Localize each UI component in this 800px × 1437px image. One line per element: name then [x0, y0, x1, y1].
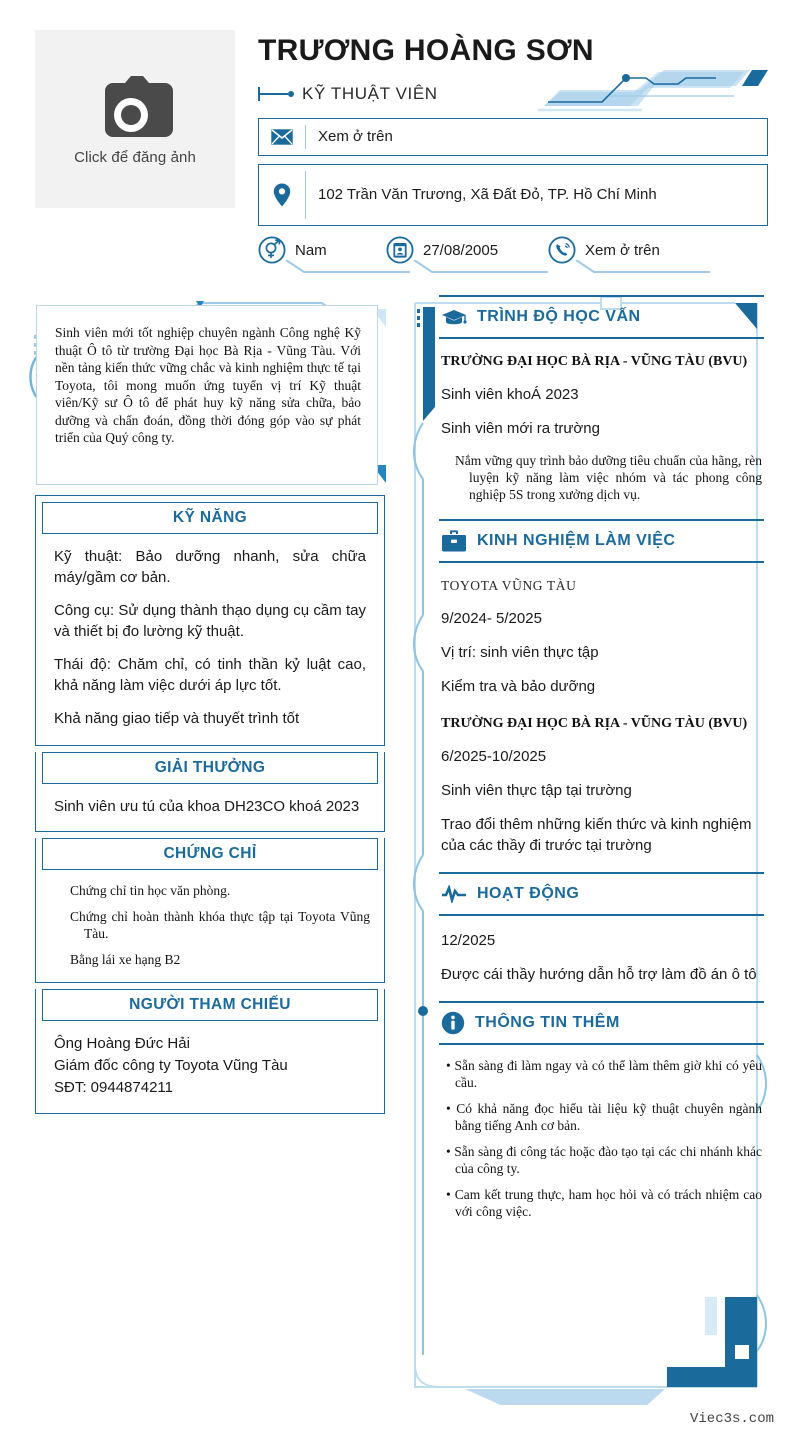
experience-title: KINH NGHIỆM LÀM VIỆC — [477, 532, 676, 549]
job-title: KỸ THUẬT VIÊN — [302, 84, 438, 103]
experience-org: TOYOTA VŨNG TÀU — [441, 578, 577, 593]
title-dash-icon — [258, 87, 294, 101]
summary-text: Sinh viên mới tốt nghiệp chuyên ngành Công nghệ Kỹ thuật Ô tô từ trường Đại học Bà Rịa - Vũng Tàu. Với nền tảng kiến thức vững chắc và kinh nghiệm thực tế tại Toyota, tôi mong muốn ứng tuyển vị trí Kỹ thuật viên/Kỹ sư Ô tô để phát huy kỹ năng sửa chữa, bảo dưỡng và chẩn đoán, đồng thời đóng góp vào sự phát triển của Quý công ty. — [55, 325, 361, 445]
header-decoration-graphic — [530, 68, 775, 114]
activities-header — [439, 872, 764, 916]
additional-info-body — [427, 1045, 778, 1236]
references-section — [35, 989, 385, 1114]
birthdate-value: 27/08/2005 — [423, 241, 499, 259]
activities-body — [427, 916, 778, 1001]
skill-item: Kỹ thuật: Bảo dưỡng nhanh, sửa chữa máy/gầm cơ bản. — [54, 548, 366, 586]
right-panel-content — [427, 295, 778, 1236]
photo-upload-label: Click để đăng ảnh — [74, 148, 196, 166]
photo-upload-placeholder[interactable] — [35, 30, 235, 208]
summary-card — [36, 305, 378, 485]
skills-title: KỸ NĂNG — [42, 502, 378, 534]
meta-row — [258, 232, 778, 280]
activity-line: 12/2025 — [441, 932, 496, 949]
activities-title: HOẠT ĐỘNG — [477, 885, 580, 902]
education-line: Sinh viên khoÁ 2023 — [441, 386, 579, 403]
right-panel — [405, 295, 778, 1395]
additional-info-header — [439, 1001, 764, 1045]
education-note: Nắm vững quy trình bảo dưỡng tiêu chuẩn của hãng, rèn luyện kỹ năng làm việc nhóm và tác phong công nghiệp 5S trong xưởng dịch vụ. — [455, 453, 762, 502]
activities-section — [427, 872, 778, 1001]
additional-info-title: THÔNG TIN THÊM — [475, 1014, 620, 1031]
certificates-section — [35, 838, 385, 983]
awards-section — [35, 752, 385, 832]
footer-brand: Viec3s.com — [689, 1411, 774, 1427]
info-circle-icon — [441, 1011, 465, 1035]
education-line: Sinh viên mới ra trường — [441, 420, 600, 437]
experience-body — [427, 563, 778, 872]
experience-line: Kiểm tra và bảo dưỡng — [441, 678, 596, 695]
graduation-cap-icon — [441, 307, 467, 327]
activity-line: Được cái thầy hướng dẫn hỗ trợ làm đồ án ô tô — [441, 966, 757, 983]
email-value: Xem ở trên — [318, 128, 393, 145]
reference-line: Ông Hoàng Đức Hải — [54, 1035, 190, 1052]
certificate-item: Chứng chỉ hoàn thành khóa thực tập tại Toyota Vũng Tàu. — [70, 909, 370, 941]
certificates-title: CHỨNG CHỈ — [42, 838, 378, 870]
awards-title: GIẢI THƯỞNG — [42, 752, 378, 784]
location-pin-icon — [259, 183, 305, 207]
education-body — [427, 339, 778, 519]
summary-section — [22, 295, 392, 495]
experience-line: 9/2024- 5/2025 — [441, 610, 542, 627]
skill-item: Khả năng giao tiếp và thuyết trình tốt — [54, 710, 300, 727]
skills-section — [35, 495, 385, 746]
address-value: 102 Trần Văn Trương, Xã Đất Đỏ, TP. Hồ Chí Minh — [318, 186, 657, 203]
reference-line: Giám đốc công ty Toyota Vũng Tàu — [54, 1057, 288, 1074]
experience-line: 6/2025-10/2025 — [441, 748, 547, 765]
experience-line: Trao đổi thêm những kiến thức và kinh nghiệm của các thầy đi trước tại trường — [441, 816, 752, 854]
phone-value: Xem ở trên — [585, 241, 660, 259]
camera-icon — [89, 73, 181, 145]
references-title: NGƯỜI THAM CHIẾU — [42, 989, 378, 1021]
experience-line: Vị trí: sinh viên thực tập — [441, 644, 599, 661]
email-field[interactable] — [258, 118, 768, 156]
experience-section — [427, 519, 778, 872]
candidate-name: TRƯƠNG HOÀNG SƠN — [258, 34, 594, 67]
education-header — [439, 295, 764, 339]
education-section — [427, 295, 778, 519]
certificates-body — [36, 870, 384, 982]
skills-body — [36, 534, 384, 745]
activity-pulse-icon — [441, 885, 467, 903]
additional-info-item: • Sẵn sàng đi làm ngay và có thể làm thêm giờ khi có yêu cầu. — [446, 1058, 762, 1090]
additional-info-section — [427, 1001, 778, 1236]
cv-header — [0, 0, 800, 285]
left-column — [22, 295, 392, 1114]
awards-body — [36, 784, 384, 831]
experience-line: Sinh viên thực tập tại trường — [441, 782, 632, 799]
envelope-icon — [259, 129, 305, 145]
meta-underline-decoration — [258, 260, 778, 278]
certificate-item: Bằng lái xe hạng B2 — [70, 952, 181, 967]
skill-item: Công cụ: Sử dụng thành thạo dụng cụ cầm tay và thiết bị đo lường kỹ thuật. — [54, 602, 366, 640]
address-field[interactable] — [258, 164, 768, 226]
reference-line: SĐT: 0944874211 — [54, 1079, 173, 1096]
experience-header — [439, 519, 764, 563]
additional-info-item: • Sẵn sàng đi công tác hoặc đào tạo tại các chi nhánh khác của công ty. — [446, 1144, 762, 1176]
certificate-item: Chứng chỉ tin học văn phòng. — [70, 883, 231, 898]
additional-info-item: • Có khả năng đọc hiểu tài liệu kỹ thuật chuyên ngành bằng tiếng Anh cơ bản. — [446, 1101, 762, 1133]
additional-info-item: • Cam kết trung thực, ham học hỏi và có trách nhiệm cao với công việc. — [446, 1187, 762, 1219]
references-body — [36, 1021, 384, 1113]
skill-item: Thái độ: Chăm chỉ, có tinh thần kỷ luật cao, khả năng làm việc dưới áp lực tốt. — [54, 656, 366, 694]
education-title: TRÌNH ĐỘ HỌC VẤN — [477, 308, 641, 325]
briefcase-icon — [441, 530, 467, 552]
gender-value: Nam — [295, 241, 327, 259]
award-item: Sinh viên ưu tú của khoa DH23CO khoá 2023 — [54, 798, 360, 815]
experience-org: TRƯỜNG ĐẠI HỌC BÀ RỊA - VŨNG TÀU (BVU) — [441, 716, 748, 731]
education-school: TRƯỜNG ĐẠI HỌC BÀ RỊA - VŨNG TÀU (BVU) — [441, 354, 748, 369]
job-title-row — [258, 84, 438, 104]
